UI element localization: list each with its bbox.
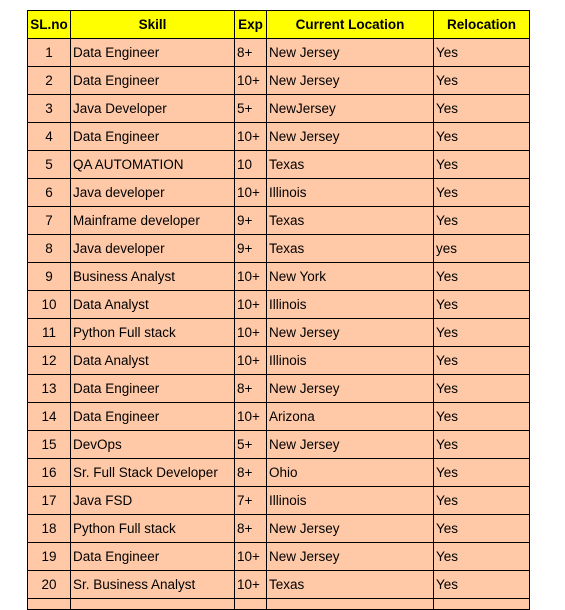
cell-exp: 10+ [235,347,267,375]
table-row [28,263,530,291]
cell-slno: 17 [28,487,71,515]
header-skill: Skill [71,11,235,39]
header-slno: SL.no [28,11,71,39]
cell-exp: 10+ [235,319,267,347]
cell-exp: 10+ [235,263,267,291]
cell-exp: 10+ [235,543,267,571]
cell-exp: 9+ [235,235,267,263]
table-cell [434,599,530,610]
cell-skill: Mainframe developer [71,207,235,235]
cell-slno: 15 [28,431,71,459]
cell-skill: Data Engineer [71,403,235,431]
table-cell [71,599,235,610]
cell-exp: 10 [235,151,267,179]
cell-exp: 10+ [235,291,267,319]
cell-exp: 5+ [235,95,267,123]
cell-slno: 14 [28,403,71,431]
cell-skill: Java developer [71,179,235,207]
cell-skill: Data Engineer [71,67,235,95]
cell-skill: Data Analyst [71,291,235,319]
cell-location: New Jersey [267,543,434,571]
cell-location: Illinois [267,487,434,515]
table-row [28,543,530,571]
cell-skill: Java developer [71,235,235,263]
table-row [28,347,530,375]
cell-slno: 2 [28,67,71,95]
table-row [28,291,530,319]
cell-location: Illinois [267,179,434,207]
cell-relocation: Yes [434,207,530,235]
cell-location: Illinois [267,291,434,319]
cell-location: NewJersey [267,95,434,123]
cell-skill: Python Full stack [71,319,235,347]
cell-slno: 10 [28,291,71,319]
cell-relocation: Yes [434,459,530,487]
cell-relocation: Yes [434,403,530,431]
cell-skill: Sr. Full Stack Developer [71,459,235,487]
cell-exp: 8+ [235,39,267,67]
cell-exp: 7+ [235,487,267,515]
table-row [28,515,530,543]
cell-location: New Jersey [267,319,434,347]
cell-skill: Python Full stack [71,515,235,543]
header-current-location: Current Location [267,11,434,39]
cell-relocation: Yes [434,543,530,571]
cell-location: New Jersey [267,123,434,151]
cell-relocation: Yes [434,95,530,123]
cell-exp: 10+ [235,571,267,599]
cell-slno: 20 [28,571,71,599]
cell-slno: 9 [28,263,71,291]
cell-exp: 10+ [235,67,267,95]
cell-location: New York [267,263,434,291]
table-row [28,375,530,403]
cell-skill: Data Engineer [71,123,235,151]
candidate-table [27,10,530,610]
cell-location: Illinois [267,347,434,375]
cell-slno: 4 [28,123,71,151]
cell-location: New Jersey [267,67,434,95]
cell-slno: 18 [28,515,71,543]
table-row [28,319,530,347]
table-row [28,95,530,123]
table-row [28,487,530,515]
cell-relocation: Yes [434,347,530,375]
cell-slno: 19 [28,543,71,571]
cell-relocation: Yes [434,39,530,67]
table-row [28,151,530,179]
cell-exp: 10+ [235,403,267,431]
cell-skill: Data Engineer [71,375,235,403]
table-row [28,431,530,459]
table-header-row [28,11,530,39]
cell-relocation: Yes [434,487,530,515]
candidate-table-container [27,10,530,610]
table-row [28,207,530,235]
cell-location: Arizona [267,403,434,431]
table-row [28,403,530,431]
cell-relocation: Yes [434,123,530,151]
cell-exp: 5+ [235,431,267,459]
header-exp: Exp [235,11,267,39]
cell-skill: QA AUTOMATION [71,151,235,179]
cell-slno: 6 [28,179,71,207]
cell-relocation: Yes [434,375,530,403]
cell-exp: 9+ [235,207,267,235]
table-body [28,39,530,610]
cell-location: Texas [267,235,434,263]
cell-relocation: Yes [434,319,530,347]
cell-skill: DevOps [71,431,235,459]
table-cell [28,599,71,610]
table-cell [235,599,267,610]
cell-slno: 11 [28,319,71,347]
cell-skill: Data Engineer [71,543,235,571]
cell-relocation: Yes [434,571,530,599]
cell-skill: Data Analyst [71,347,235,375]
cell-exp: 8+ [235,459,267,487]
cell-relocation: Yes [434,431,530,459]
cell-relocation: Yes [434,515,530,543]
cell-relocation: Yes [434,291,530,319]
table-row [28,39,530,67]
cell-location: Texas [267,151,434,179]
cell-slno: 12 [28,347,71,375]
table-row [28,123,530,151]
cell-slno: 3 [28,95,71,123]
cell-slno: 7 [28,207,71,235]
cell-exp: 8+ [235,375,267,403]
cell-slno: 8 [28,235,71,263]
cell-relocation: Yes [434,67,530,95]
cell-location: New Jersey [267,515,434,543]
cell-skill: Business Analyst [71,263,235,291]
cell-slno: 1 [28,39,71,67]
cell-location: New Jersey [267,431,434,459]
cell-skill: Java FSD [71,487,235,515]
cell-exp: 10+ [235,123,267,151]
cell-relocation: Yes [434,151,530,179]
cell-location: Ohio [267,459,434,487]
cell-exp: 8+ [235,515,267,543]
table-row [28,67,530,95]
header-relocation: Relocation [434,11,530,39]
table-row [28,459,530,487]
cell-slno: 13 [28,375,71,403]
table-row [28,179,530,207]
cell-location: Texas [267,207,434,235]
cell-slno: 16 [28,459,71,487]
cell-location: Texas [267,571,434,599]
cell-slno: 5 [28,151,71,179]
cell-location: New Jersey [267,39,434,67]
cell-relocation: yes [434,235,530,263]
cell-exp: 10+ [235,179,267,207]
cell-skill: Sr. Business Analyst [71,571,235,599]
cell-skill: Java Developer [71,95,235,123]
cell-relocation: Yes [434,179,530,207]
cell-relocation: Yes [434,263,530,291]
cell-location: New Jersey [267,375,434,403]
table-row [28,571,530,599]
table-row [28,235,530,263]
table-row-partial [28,599,530,610]
cell-skill: Data Engineer [71,39,235,67]
table-cell [267,599,434,610]
